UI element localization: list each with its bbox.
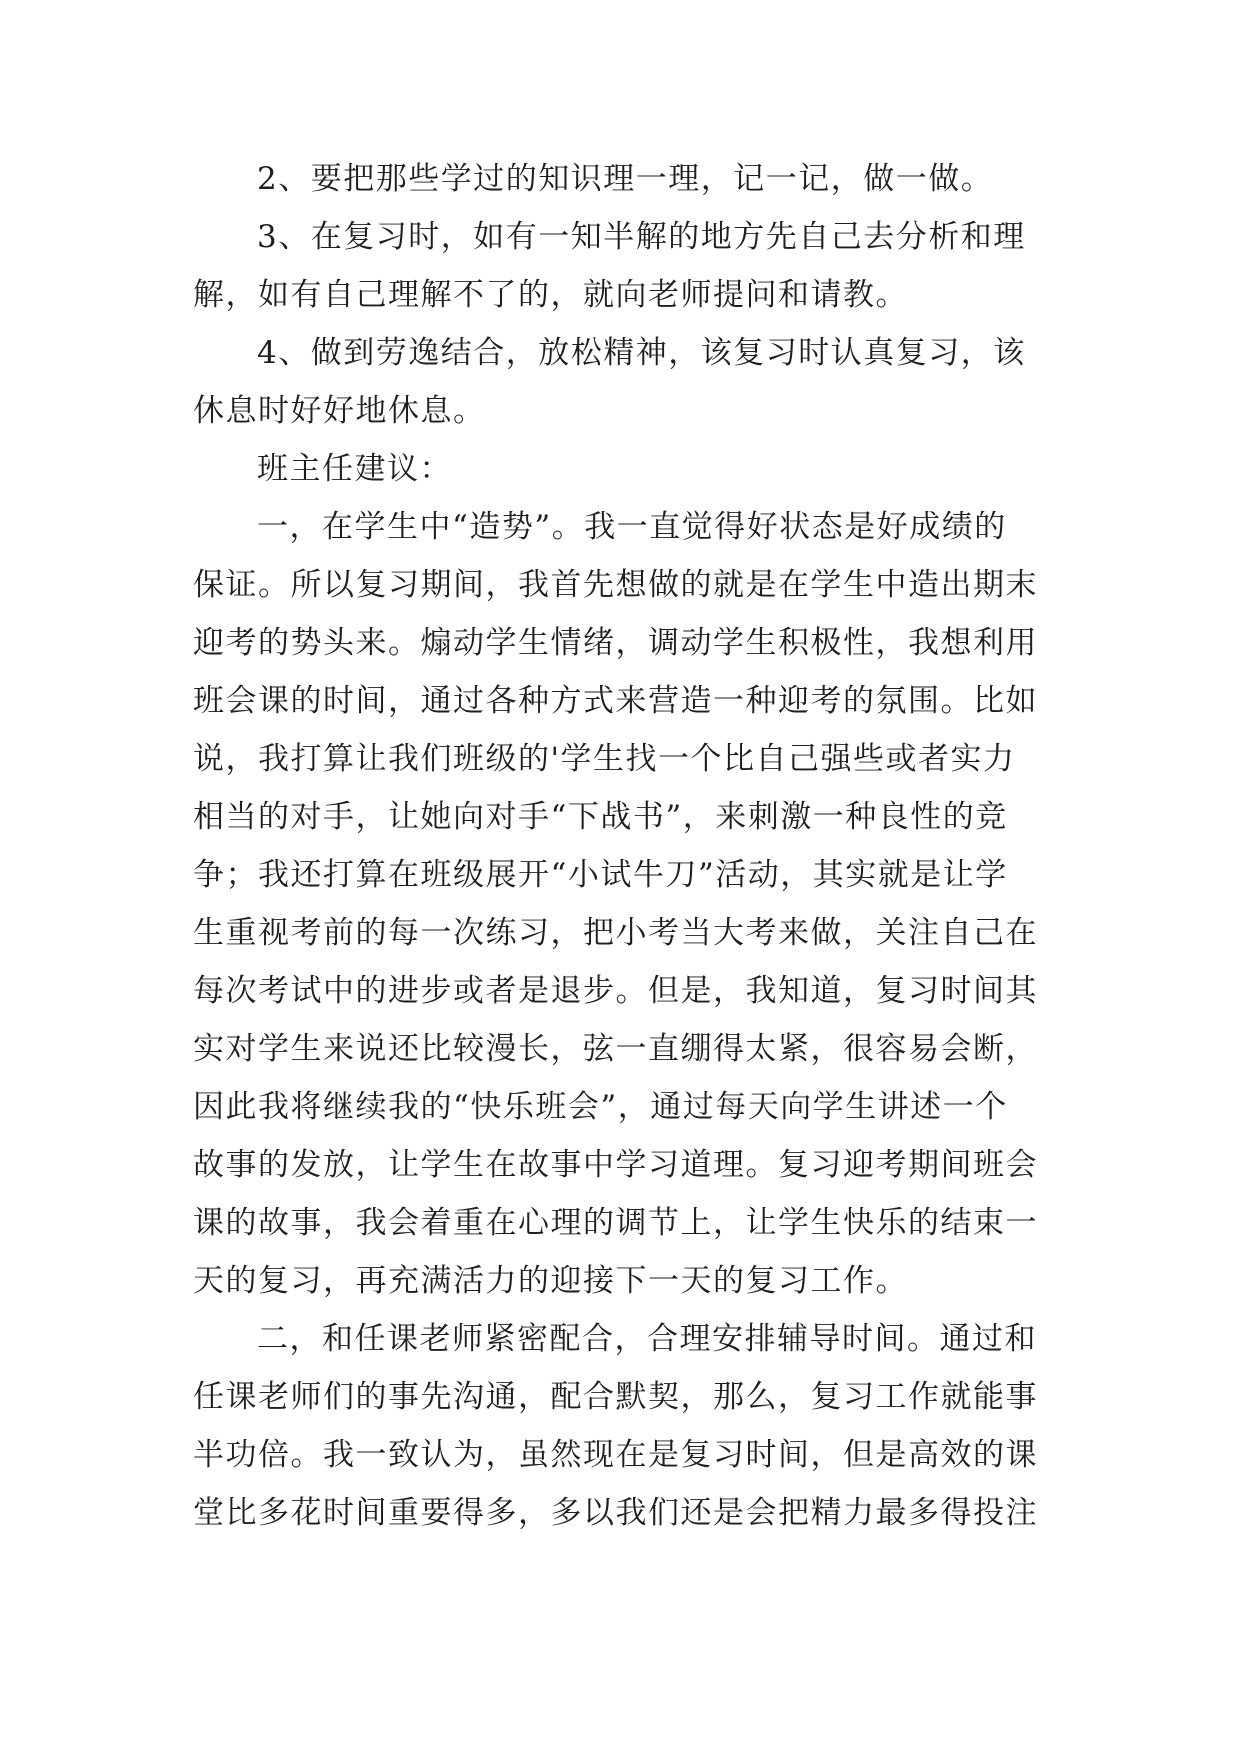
text-line: 天的复习，再充满活力的迎接下一天的复习工作。	[193, 1263, 908, 1299]
text-line: 任课老师们的事先沟通，配合默契，那么，复习工作就能事	[193, 1379, 1038, 1415]
text-line: 实对学生来说还比较漫长，弦一直绷得太紧，很容易会断，	[193, 1031, 1038, 1067]
text-line: 2、要把那些学过的知识理一理，记一记，做一做。	[257, 161, 994, 197]
text-line: 每次考试中的进步或者是退步。但是，我知道，复习时间其	[193, 973, 1038, 1009]
text-line: 班会课的时间，通过各种方式来营造一种迎考的氛围。比如	[193, 683, 1038, 719]
text-line: 争；我还打算在班级展开“小试牛刀”活动，其实就是让学	[193, 857, 1008, 893]
text-line: 一，在学生中“造势”。我一直觉得好状态是好成绩的	[257, 509, 1007, 545]
document-body	[193, 150, 1053, 1542]
text-line: 相当的对手，让她向对手“下战书”，来刺激一种良性的竞	[193, 799, 1008, 835]
text-line: 解，如有自己理解不了的，就向老师提问和请教。	[193, 277, 908, 313]
section-heading: 班主任建议：	[257, 451, 452, 487]
text-line: 因此我将继续我的“快乐班会”，通过每天向学生讲述一个	[193, 1089, 1008, 1125]
text-line: 故事的发放，让学生在故事中学习道理。复习迎考期间班会	[193, 1147, 1038, 1183]
text-line: 半功倍。我一致认为，虽然现在是复习时间，但是高效的课	[193, 1437, 1038, 1473]
text-line: 休息时好好地休息。	[193, 393, 486, 429]
text-line: 3、在复习时，如有一知半解的地方先自己去分析和理	[257, 219, 1026, 255]
text-line: 迎考的势头来。煽动学生情绪，调动学生积极性，我想利用	[193, 625, 1038, 661]
text-line: 4、做到劳逸结合，放松精神，该复习时认真复习，该	[257, 335, 1026, 371]
text-line: 生重视考前的每一次练习，把小考当大考来做，关注自己在	[193, 915, 1038, 951]
text-line: 说，我打算让我们班级的'学生找一个比自己强些或者实力	[193, 741, 1016, 777]
text-line: 课的故事，我会着重在心理的调节上，让学生快乐的结束一	[193, 1205, 1038, 1241]
text-line: 保证。所以复习期间，我首先想做的就是在学生中造出期末	[193, 567, 1038, 603]
text-line: 二，和任课老师紧密配合，合理安排辅导时间。通过和	[257, 1321, 1037, 1357]
text-line: 堂比多花时间重要得多，多以我们还是会把精力最多得投注	[193, 1495, 1038, 1531]
